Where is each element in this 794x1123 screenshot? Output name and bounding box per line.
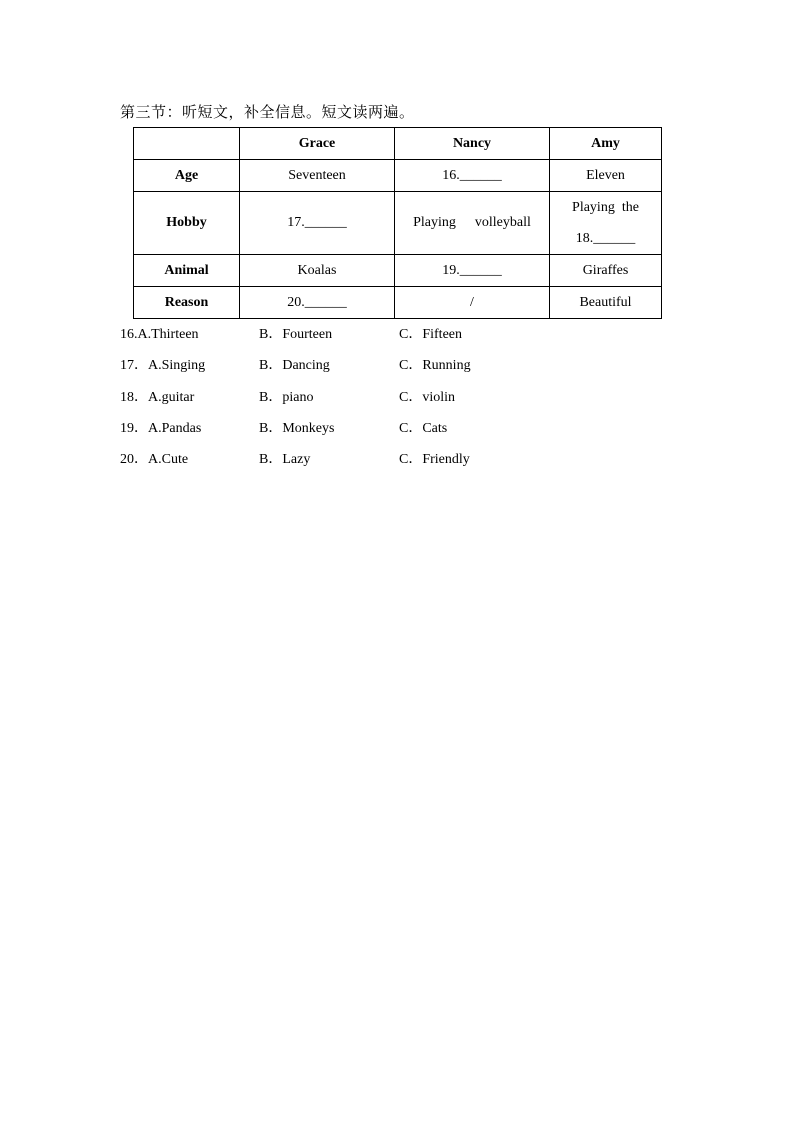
option-a: 20．A.Cute (120, 452, 189, 468)
option-a: 17．A.Singing (120, 358, 206, 374)
cell-text-line: 18.______ (575, 231, 636, 246)
table-cell (395, 192, 550, 255)
option-b: B．Monkeys (259, 420, 335, 436)
row-label: Hobby (134, 192, 240, 255)
option-a: 18．A.guitar (120, 389, 195, 405)
table-row (134, 287, 662, 319)
cell-text: Playing volleyball (413, 215, 531, 230)
row-label: Animal (134, 255, 240, 287)
section-title: 第三节：听短文，补全信息。短文读两遍。 (120, 103, 415, 121)
table-cell: Beautiful (550, 287, 662, 319)
option-b: B．Fourteen (259, 327, 333, 342)
option-c: C．Cats (399, 420, 448, 436)
table-header-cell: Grace (240, 128, 395, 160)
table-cell (550, 192, 662, 255)
table-header-cell: Amy (550, 128, 662, 160)
table-header-cell: Nancy (395, 128, 550, 160)
option-c: C．violin (399, 389, 456, 405)
cell-text-line: Playing the (572, 200, 639, 215)
option-b: B．Dancing (259, 358, 330, 374)
table-cell: 16.______ (395, 160, 550, 192)
table-cell: 17.______ (240, 192, 395, 255)
table-cell: Seventeen (240, 160, 395, 192)
table-cell: / (395, 287, 550, 319)
row-label: Age (134, 160, 240, 192)
option-c: C．Fifteen (399, 327, 462, 342)
option-c: C．Friendly (399, 452, 470, 468)
option-a: 19．A.Pandas (120, 420, 202, 436)
option-b: B．Lazy (259, 452, 311, 468)
table-row (134, 255, 662, 287)
table-cell: 19.______ (395, 255, 550, 287)
table-header-row (134, 128, 662, 160)
table-cell: 20.______ (240, 287, 395, 319)
table-row (134, 160, 662, 192)
table-row (134, 192, 662, 255)
info-table (133, 127, 662, 319)
table-cell: Eleven (550, 160, 662, 192)
option-a: 16.A.Thirteen (120, 327, 199, 342)
option-b: B．piano (259, 389, 314, 405)
table-cell: Giraffes (550, 255, 662, 287)
table-cell: Koalas (240, 255, 395, 287)
option-c: C．Running (399, 358, 471, 374)
row-label: Reason (134, 287, 240, 319)
table-header-cell (134, 128, 240, 160)
